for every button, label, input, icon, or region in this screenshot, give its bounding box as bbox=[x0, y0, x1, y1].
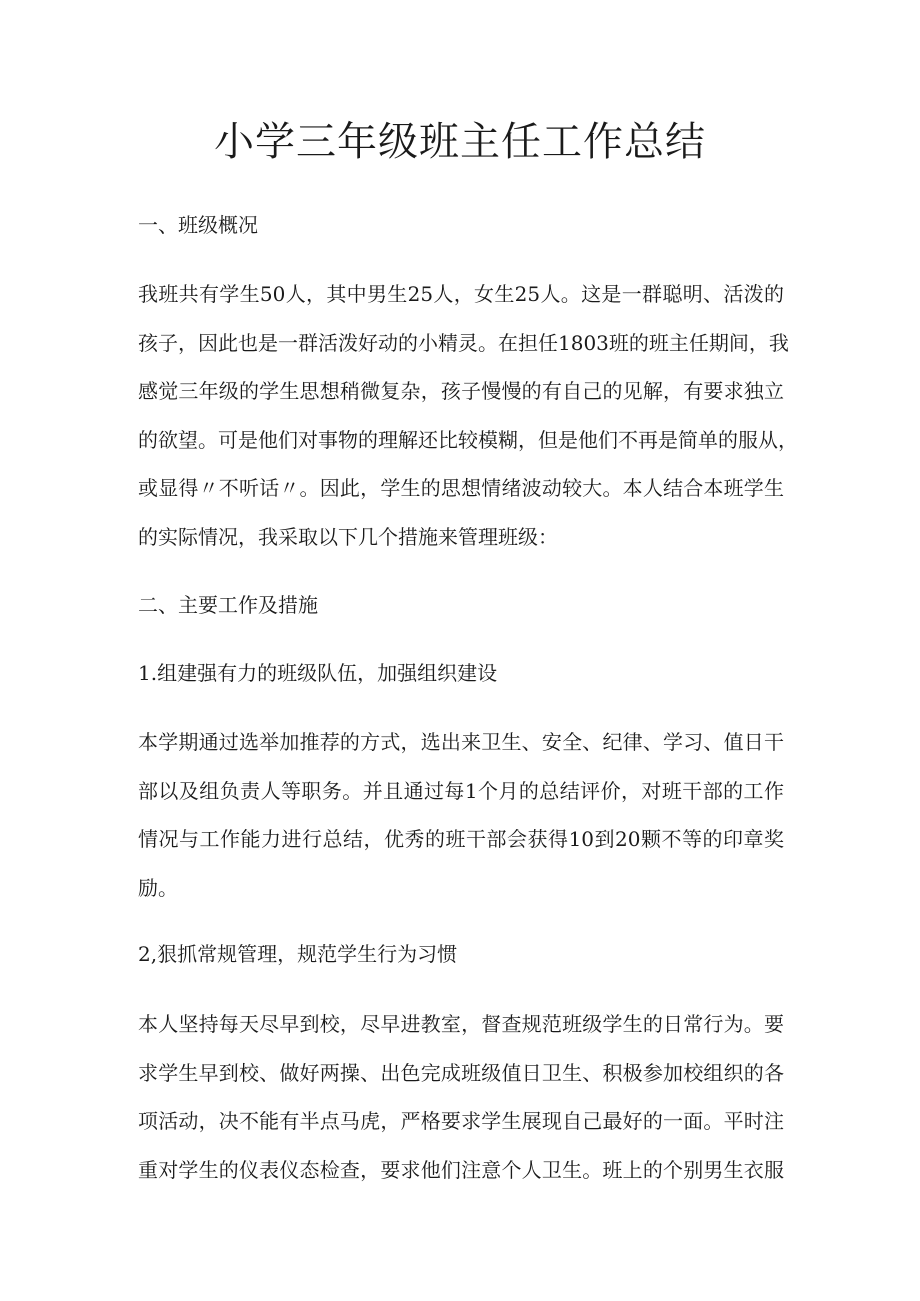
paragraph-line: 感觉三年级的学生思想稍微复杂，孩子慢慢的有自己的见解，有要求独立 bbox=[138, 379, 784, 403]
paragraph-line: 重对学生的仪表仪态检查，要求他们注意个人卫生。班上的个别男生衣服 bbox=[138, 1157, 784, 1182]
paragraph-line: 的欲望。可是他们对事物的理解还比较模糊，但是他们不再是简单的服从， bbox=[138, 427, 798, 452]
paragraph-line: 求学生早到校、做好两操、出色完成班级值日卫生、积极参加校组织的各 bbox=[138, 1060, 784, 1085]
paragraph-class-overview bbox=[138, 270, 798, 561]
document-title: 小学三年级班主任工作总结 bbox=[214, 119, 706, 165]
section-heading-main-work: 二、主要工作及措施 bbox=[138, 593, 318, 617]
paragraph-routine-management bbox=[138, 1000, 784, 1194]
section-heading-class-overview: 一、班级概况 bbox=[138, 213, 258, 237]
paragraph-line: 我班共有学生50人，其中男生25人，女生25人。这是一群聪明、活泼的 bbox=[138, 282, 784, 306]
paragraph-line: 本学期通过选举加推荐的方式，选出来卫生、安全、纪律、学习、值日干 bbox=[138, 730, 784, 754]
paragraph-line: 或显得〃不听话〃。因此，学生的思想情绪波动较大。本人结合本班学生 bbox=[138, 476, 784, 500]
paragraph-line: 的实际情况，我采取以下几个措施来管理班级： bbox=[138, 524, 558, 549]
paragraph-line: 项活动，决不能有半点马虎，严格要求学生展现自己最好的一面。平时注 bbox=[138, 1109, 784, 1133]
paragraph-line: 情况与工作能力进行总结，优秀的班干部会获得10到20颗不等的印章奖 bbox=[138, 827, 784, 851]
paragraph-class-team bbox=[138, 718, 784, 912]
paragraph-line: 部以及组负责人等职务。并且通过每1个月的总结评价，对班干部的工作 bbox=[138, 778, 784, 803]
paragraph-line: 本人坚持每天尽早到校，尽早进教室，督查规范班级学生的日常行为。要 bbox=[138, 1012, 784, 1036]
paragraph-line: 励。 bbox=[138, 875, 178, 900]
item-heading-class-team: 1.组建强有力的班级队伍，加强组织建设 bbox=[138, 661, 498, 685]
paragraph-line: 孩子，因此也是一群活泼好动的小精灵。在担任1803班的班主任期间，我 bbox=[138, 330, 789, 355]
item-heading-routine-management: 2,狠抓常规管理，规范学生行为习惯 bbox=[138, 942, 458, 966]
